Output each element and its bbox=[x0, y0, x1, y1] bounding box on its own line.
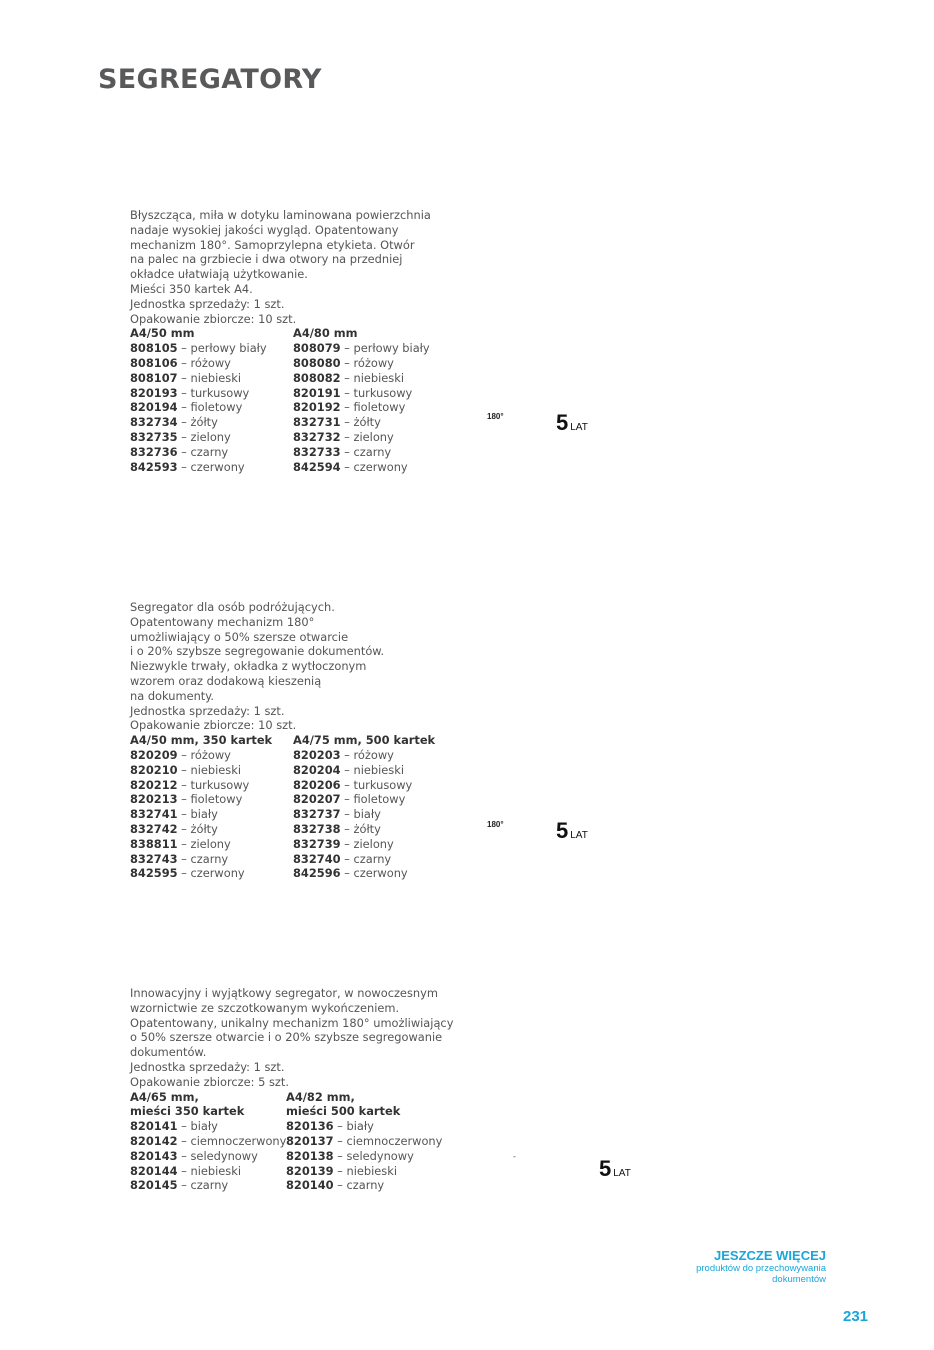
mechanism-180-badge: 180° bbox=[487, 412, 504, 421]
warranty-unit: LAT bbox=[613, 1168, 631, 1179]
product-block-3 bbox=[130, 986, 460, 1193]
product-color: – turkusowy bbox=[177, 777, 250, 792]
product-code: 832740 bbox=[293, 851, 341, 866]
page-number: 231 bbox=[843, 1308, 869, 1325]
product-color: – czarny bbox=[340, 851, 392, 866]
product-code: 820204 bbox=[293, 762, 341, 777]
product-color: – biały bbox=[340, 807, 381, 822]
product-color: – czerwony bbox=[340, 459, 408, 474]
product-code: 842596 bbox=[293, 866, 341, 881]
variant-column-header: A4/50 mm bbox=[130, 326, 195, 341]
product-color: – czarny bbox=[177, 444, 229, 459]
more-products-heading: JESZCZE WIĘCEJ bbox=[714, 1248, 826, 1263]
variant-row bbox=[293, 341, 430, 356]
product-color: – różowy bbox=[340, 747, 394, 762]
product-color: – zielony bbox=[177, 836, 231, 851]
variant-column-header: A4/80 mm bbox=[293, 326, 358, 341]
product-code: 808080 bbox=[293, 355, 341, 370]
product-color: – seledynowy bbox=[177, 1148, 258, 1163]
product-color: – czarny bbox=[333, 1178, 385, 1193]
product-color: – niebieski bbox=[177, 1163, 241, 1178]
product-code: 808107 bbox=[130, 370, 178, 385]
variant-row bbox=[130, 837, 293, 852]
product-code: 820139 bbox=[286, 1163, 334, 1178]
product-color: – turkusowy bbox=[340, 777, 413, 792]
variant-row bbox=[286, 1134, 442, 1149]
product-description: Segregator dla osób podróżujących. Opatentowany mechanizm 180° umożliwiający o 50% szersze otwarcie i o 20% szybsze segregowanie dokumentów. Niezwykle trwały, okładka z wytłoczonym wzorem oraz dodakową kieszenią na dokumenty. Jednostka sprzedaży: 1 szt. Opakowanie zbiorcze: 10 szt. bbox=[130, 600, 385, 733]
product-color: – zielony bbox=[177, 429, 231, 444]
warranty-years: 5 bbox=[556, 818, 569, 843]
product-color: – fioletowy bbox=[177, 400, 243, 415]
product-color: – czerwony bbox=[177, 866, 245, 881]
variant-row bbox=[293, 822, 435, 837]
product-color: – niebieski bbox=[333, 1163, 397, 1178]
variant-row bbox=[130, 445, 293, 460]
variant-row bbox=[130, 852, 293, 867]
variant-row bbox=[130, 1119, 286, 1134]
variant-row bbox=[130, 778, 293, 793]
more-products-subtext: produktów do przechowywania dokumentów bbox=[696, 1263, 826, 1285]
product-code: 808079 bbox=[293, 341, 341, 356]
product-code: 820206 bbox=[293, 777, 341, 792]
variant-row bbox=[130, 430, 293, 445]
product-color: – żółty bbox=[340, 415, 381, 430]
product-variants bbox=[130, 326, 460, 474]
product-code: 820194 bbox=[130, 400, 178, 415]
product-block-2 bbox=[130, 600, 460, 881]
variant-row bbox=[130, 748, 293, 763]
warranty-years: 5 bbox=[556, 410, 569, 435]
product-color: – ciemnoczerwony bbox=[177, 1133, 287, 1148]
product-code: 820203 bbox=[293, 747, 341, 762]
variant-row bbox=[130, 866, 293, 881]
variant-row bbox=[293, 400, 430, 415]
product-code: 832741 bbox=[130, 807, 178, 822]
warranty-unit: LAT bbox=[570, 422, 588, 433]
variant-column bbox=[130, 733, 293, 881]
variant-row bbox=[130, 763, 293, 778]
variant-row bbox=[130, 341, 293, 356]
variant-column bbox=[130, 326, 293, 474]
product-color: – perłowy biały bbox=[340, 341, 430, 356]
variant-row bbox=[293, 415, 430, 430]
product-code: 842594 bbox=[293, 459, 341, 474]
variant-row bbox=[293, 748, 435, 763]
variant-row bbox=[130, 356, 293, 371]
product-color: – turkusowy bbox=[177, 385, 250, 400]
product-color: – fioletowy bbox=[340, 400, 406, 415]
product-code: 842593 bbox=[130, 459, 178, 474]
product-code: 820140 bbox=[286, 1178, 334, 1193]
product-code: 832736 bbox=[130, 444, 178, 459]
variant-row bbox=[293, 852, 435, 867]
product-code: 832738 bbox=[293, 821, 341, 836]
product-code: 820213 bbox=[130, 792, 178, 807]
warranty-unit: LAT bbox=[570, 830, 588, 841]
product-color: – biały bbox=[177, 807, 218, 822]
product-code: 832743 bbox=[130, 851, 178, 866]
product-code: 832734 bbox=[130, 415, 178, 430]
product-code: 820191 bbox=[293, 385, 341, 400]
product-color: – niebieski bbox=[340, 370, 404, 385]
product-color: – niebieski bbox=[177, 370, 241, 385]
product-color: – fioletowy bbox=[177, 792, 243, 807]
product-color: – czerwony bbox=[340, 866, 408, 881]
product-code: 838811 bbox=[130, 836, 178, 851]
product-block-1 bbox=[130, 208, 460, 474]
more-products-link[interactable] bbox=[696, 1248, 826, 1285]
product-color: – niebieski bbox=[340, 762, 404, 777]
product-code: 820141 bbox=[130, 1119, 178, 1134]
product-code: 832742 bbox=[130, 821, 178, 836]
product-description: Innowacyjny i wyjątkowy segregator, w nowoczesnym wzornictwie ze szczotkowanym wykończeniem. Opatentowany, unikalny mechanizm 180° umożliwiający o 50% szersze otwarcie i o 20% szybsze segregowanie dokumentów. Jednostka sprzedaży: 1 szt. Opakowanie zbiorcze: 5 szt. bbox=[130, 986, 454, 1089]
product-color: – różowy bbox=[340, 355, 394, 370]
product-code: 820138 bbox=[286, 1148, 334, 1163]
product-color: – perłowy biały bbox=[177, 341, 267, 356]
variant-column-header: A4/65 mm, mieści 350 kartek bbox=[130, 1089, 245, 1119]
variant-row bbox=[130, 460, 293, 475]
variant-row bbox=[293, 792, 435, 807]
variant-column bbox=[293, 733, 435, 881]
variant-row bbox=[130, 371, 293, 386]
variant-row bbox=[293, 763, 435, 778]
product-code: 820137 bbox=[286, 1133, 334, 1148]
variant-column-header: A4/82 mm, mieści 500 kartek bbox=[286, 1089, 401, 1119]
product-code: 832735 bbox=[130, 429, 178, 444]
warranty-badge bbox=[556, 410, 588, 436]
product-description: Błyszcząca, miła w dotyku laminowana powierzchnia nadaje wysokiej jakości wygląd. Opatentowany mechanizm 180°. Samoprzylepna etykieta. Otwór na palec na grzbiecie i dwa otwory na przedniej okładce ułatwiają użytkowanie. Mieści 350 kartek A4. Jednostka sprzedaży: 1 szt. Opakowanie zbiorcze: 10 szt. bbox=[130, 208, 431, 326]
product-color: – biały bbox=[177, 1119, 218, 1134]
product-color: – czarny bbox=[177, 1178, 229, 1193]
product-color: – ciemnoczerwony bbox=[333, 1133, 443, 1148]
product-color: – fioletowy bbox=[340, 792, 406, 807]
product-code: 832731 bbox=[293, 415, 341, 430]
product-variants bbox=[130, 1090, 460, 1194]
product-code: 832737 bbox=[293, 807, 341, 822]
product-color: – czerwony bbox=[177, 459, 245, 474]
product-color: – zielony bbox=[340, 836, 394, 851]
page-title: SEGREGATORY bbox=[98, 64, 322, 95]
variant-row bbox=[130, 1164, 286, 1179]
product-code: 808106 bbox=[130, 355, 178, 370]
mechanism-180-badge: 180° bbox=[487, 820, 504, 829]
product-code: 820142 bbox=[130, 1133, 178, 1148]
product-color: – czarny bbox=[177, 851, 229, 866]
variant-row bbox=[130, 415, 293, 430]
variant-column-header: A4/75 mm, 500 kartek bbox=[293, 733, 436, 748]
variant-row bbox=[293, 356, 430, 371]
product-color: – biały bbox=[333, 1119, 374, 1134]
product-color: – zielony bbox=[340, 429, 394, 444]
product-code: 820212 bbox=[130, 777, 178, 792]
product-color: – czarny bbox=[340, 444, 392, 459]
variant-row bbox=[130, 807, 293, 822]
variant-row bbox=[286, 1178, 442, 1193]
variant-column-header: A4/50 mm, 350 kartek bbox=[130, 733, 273, 748]
product-code: 832732 bbox=[293, 429, 341, 444]
product-color: – żółty bbox=[177, 415, 218, 430]
variant-row bbox=[293, 445, 430, 460]
variant-row bbox=[286, 1164, 442, 1179]
product-code: 832733 bbox=[293, 444, 341, 459]
product-color: – różowy bbox=[177, 747, 231, 762]
variant-column bbox=[286, 1090, 442, 1194]
product-color: – żółty bbox=[340, 821, 381, 836]
variant-row bbox=[130, 792, 293, 807]
variant-row bbox=[286, 1149, 442, 1164]
product-color: – seledynowy bbox=[333, 1148, 414, 1163]
product-color: – różowy bbox=[177, 355, 231, 370]
variant-row bbox=[130, 1178, 286, 1193]
product-code: 820136 bbox=[286, 1119, 334, 1134]
variant-row bbox=[130, 400, 293, 415]
warranty-years: 5 bbox=[599, 1156, 612, 1181]
variant-row bbox=[130, 1134, 286, 1149]
variant-row bbox=[293, 371, 430, 386]
product-code: 842595 bbox=[130, 866, 178, 881]
variant-row bbox=[130, 386, 293, 401]
product-code: 808105 bbox=[130, 341, 178, 356]
variant-row bbox=[286, 1119, 442, 1134]
product-code: 820210 bbox=[130, 762, 178, 777]
product-code: 820192 bbox=[293, 400, 341, 415]
variant-row bbox=[293, 460, 430, 475]
variant-row bbox=[293, 778, 435, 793]
product-code: 808082 bbox=[293, 370, 341, 385]
variant-row bbox=[293, 807, 435, 822]
product-code: 820193 bbox=[130, 385, 178, 400]
variant-row bbox=[130, 822, 293, 837]
product-code: 820209 bbox=[130, 747, 178, 762]
variant-row bbox=[293, 866, 435, 881]
variant-row bbox=[293, 837, 435, 852]
variant-column bbox=[130, 1090, 286, 1194]
variant-column bbox=[293, 326, 430, 474]
warranty-badge bbox=[556, 818, 588, 844]
product-variants bbox=[130, 733, 460, 881]
product-code: 832739 bbox=[293, 836, 341, 851]
product-code: 820144 bbox=[130, 1163, 178, 1178]
product-color: – turkusowy bbox=[340, 385, 413, 400]
product-code: 820143 bbox=[130, 1148, 178, 1163]
variant-row bbox=[130, 1149, 286, 1164]
warranty-badge bbox=[599, 1156, 631, 1182]
product-code: 820145 bbox=[130, 1178, 178, 1193]
product-code: 820207 bbox=[293, 792, 341, 807]
product-color: – żółty bbox=[177, 821, 218, 836]
product-color: – niebieski bbox=[177, 762, 241, 777]
variant-row bbox=[293, 386, 430, 401]
variant-row bbox=[293, 430, 430, 445]
mechanism-badge-placeholder: - bbox=[513, 1152, 516, 1161]
